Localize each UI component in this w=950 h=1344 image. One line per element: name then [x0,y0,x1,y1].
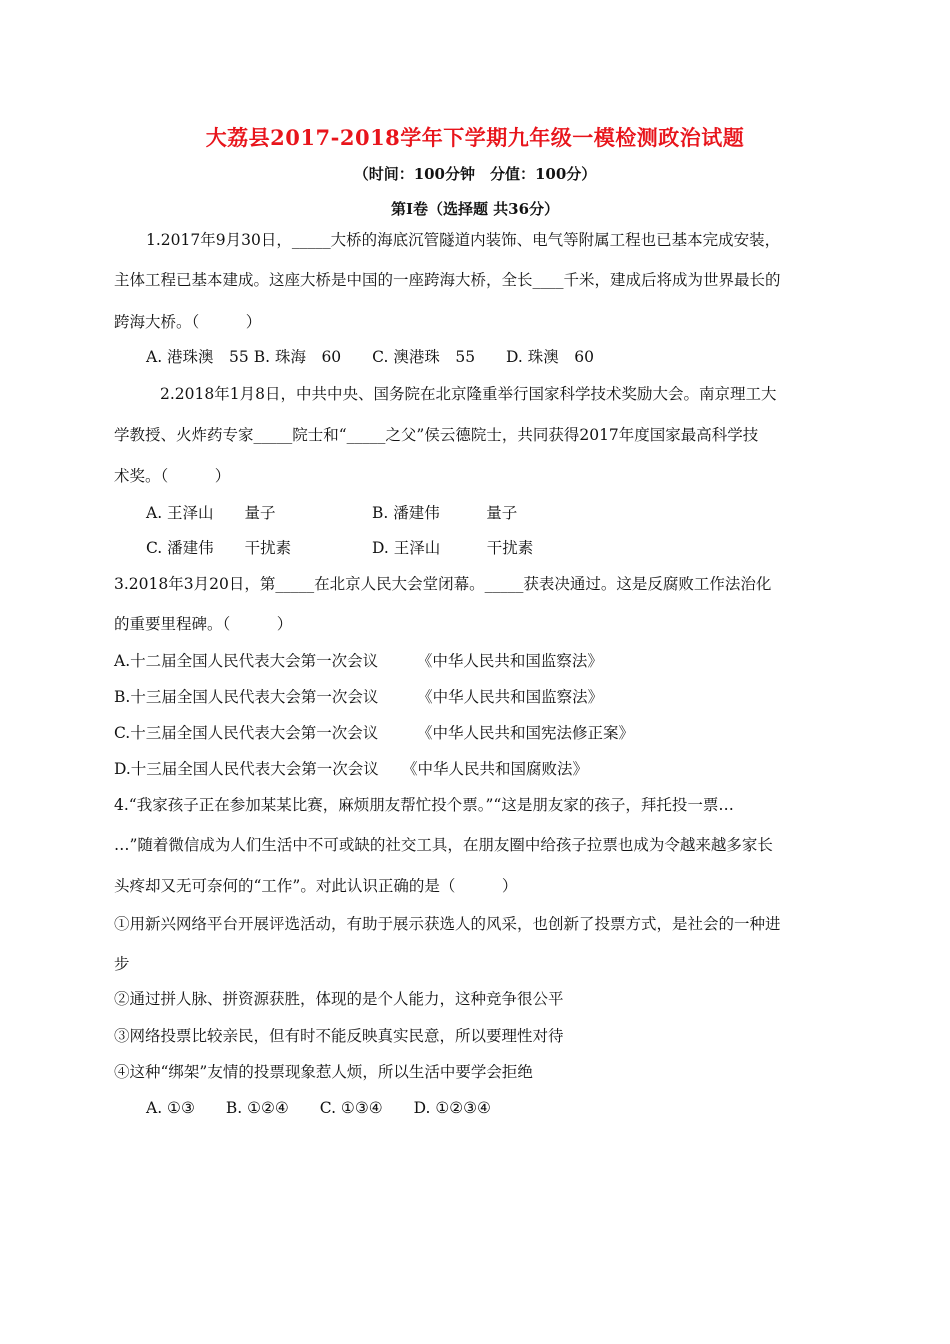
q3-option-a: A.十二届全国人民代表大会第一次会议 《中华人民共和国监察法》 [114,652,603,670]
q2-option-c: C. 潘建伟 干扰素 [146,539,292,557]
q3-option-b: B.十三届全国人民代表大会第一次会议 《中华人民共和国监察法》 [114,688,604,706]
q1-options: A. 港珠澳 55 B. 珠海 60 C. 澳港珠 55 D. 珠澳 60 [146,348,595,366]
q4-statement-2: ②通过拼人脉、拼资源获胜，体现的是个人能力，这种竞争很公平 [114,990,564,1008]
q4-line-1: 4.“我家孩子正在参加某某比赛，麻烦朋友帮忙投个票。”“这是朋友家的孩子，拜托投一票… [114,796,734,814]
q1-line-2: 主体工程已基本建成。这座大桥是中国的一座跨海大桥，全长____千米，建成后将成为世界最长的 [114,271,781,289]
q2-option-d: D. 王泽山 干扰素 [372,539,534,557]
q4-options: A. ①③ B. ①②④ C. ①③④ D. ①②③④ [146,1099,491,1117]
q4-statement-4: ④这种“绑架”友情的投票现象惹人烦，所以生活中要学会拒绝 [114,1063,533,1081]
q3-line-1: 3.2018年3月20日，第_____在北京人民大会堂闭幕。_____获表决通过。这是反腐败工作法治化 [114,575,772,593]
q1-line-3: 跨海大桥。（ ） [114,313,262,331]
q4-statement-1b: 步 [114,955,130,973]
q3-option-d: D.十三届全国人民代表大会第一次会议 《中华人民共和国腐败法》 [114,760,589,778]
exam-meta: （时间：100分钟 分值：100分） [353,165,597,183]
q1-line-1: 1.2017年9月30日，_____大桥的海底沉管隧道内装饰、电气等附属工程也已基本完成安装， [146,231,781,249]
q2-line-1: 2.2018年1月8日，中共中央、国务院在北京隆重举行国家科学技术奖励大会。南京理工大 [160,385,777,403]
q3-option-c: C.十三届全国人民代表大会第一次会议 《中华人民共和国宪法修正案》 [114,724,634,742]
q4-statement-1a: ①用新兴网络平台开展评选活动，有助于展示获选人的风采，也创新了投票方式，是社会的一种进 [114,915,781,933]
q2-line-3: 术奖。（ ） [114,467,231,485]
section-heading: 第Ⅰ卷（选择题 共36分） [390,200,560,218]
q2-option-a: A. 王泽山 量子 [146,504,276,522]
q4-line-3: 头疼却又无可奈何的“工作”。对此认识正确的是（ ） [114,877,518,895]
q4-statement-3: ③网络投票比较亲民，但有时不能反映真实民意，所以要理性对待 [114,1027,564,1045]
q2-line-2: 学教授、火炸药专家_____院士和“_____之父”侯云德院士，共同获得2017年度国家最高科学技 [114,426,759,444]
q3-line-2: 的重要里程碑。（ ） [114,615,293,633]
q4-line-2: …”随着微信成为人们生活中不可或缺的社交工具，在朋友圈中给孩子拉票也成为令越来越多家长 [114,836,773,854]
exam-title: 大荔县2017-2018学年下学期九年级一模检测政治试题 [205,125,745,150]
q2-option-b: B. 潘建伟 量子 [372,504,518,522]
